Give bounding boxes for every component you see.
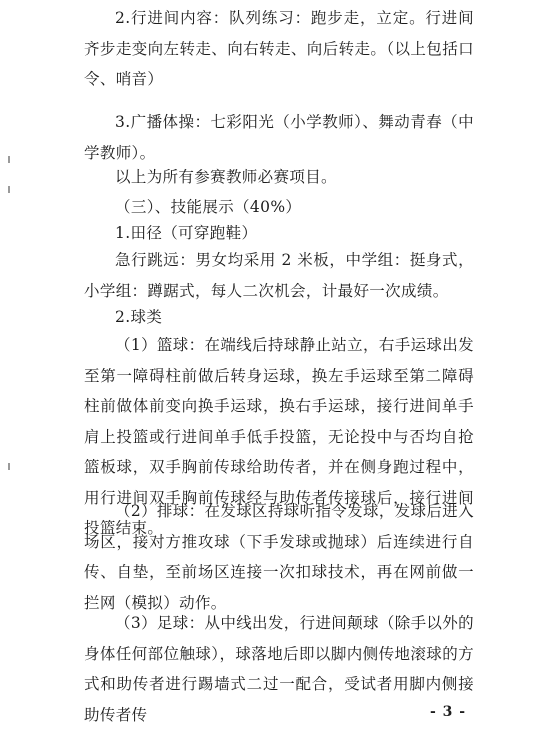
subheading-ball-games: 2.球类 bbox=[115, 308, 163, 326]
paragraph-running-long-jump: 急行跳远：男女均采用 2 米板，中学组：挺身式，小学组：蹲踞式，每人二次机会，计最好一次成绩。 bbox=[84, 251, 474, 300]
paragraph-marching-content: 2.行进间内容：队列练习：跑步走，立定。行进间齐步走变向左转走、向右转走、向后转走。（以上包括口令、哨音） bbox=[84, 9, 474, 88]
scan-mark bbox=[8, 186, 10, 193]
paragraph-required-events-note: 以上为所有参赛教师必赛项目。 bbox=[115, 168, 337, 186]
section-heading-skills-demo: （三）、技能展示（40%） bbox=[115, 198, 302, 216]
paragraph-football: （3）足球：从中线出发，行进间颠球（除手以外的身体任何部位触球），球落地后即以脚内侧传地滚球的方式和助传者进行踢墙式二过一配合，受试者用脚内侧接助传者传 bbox=[84, 614, 474, 724]
subheading-track-and-field: 1.田径（可穿跑鞋） bbox=[115, 224, 258, 242]
paragraph-broadcast-exercise: 3.广播体操：七彩阳光（小学教师）、舞动青春（中学教师）。 bbox=[84, 113, 474, 162]
scan-mark bbox=[8, 156, 10, 163]
paragraph-basketball: （1）篮球：在端线后持球静止站立，右手运球出发至第一障碍柱前做后转身运球，换左手运球至第二障碍柱前做体前变向换手运球，换右手运球，接行进间单手肩上投篮或行进间单手低手投篮，无论投中与否均自抢篮板球，双手胸前传球给助传者，并在侧身跑过程中，用行进间双手胸前传球经与助传者传接球后，接行进间投篮结束。 bbox=[84, 336, 474, 537]
page-number: - 3 - bbox=[430, 704, 467, 720]
scan-mark bbox=[8, 463, 10, 470]
paragraph-volleyball: （2）排球：在发球区持球听指令发球，发球后进入场区，接对方推攻球（下手发球或抛球）后连续进行自传、自垫，至前场区连接一次扣球技术，再在网前做一拦网（模拟）动作。 bbox=[84, 502, 474, 612]
